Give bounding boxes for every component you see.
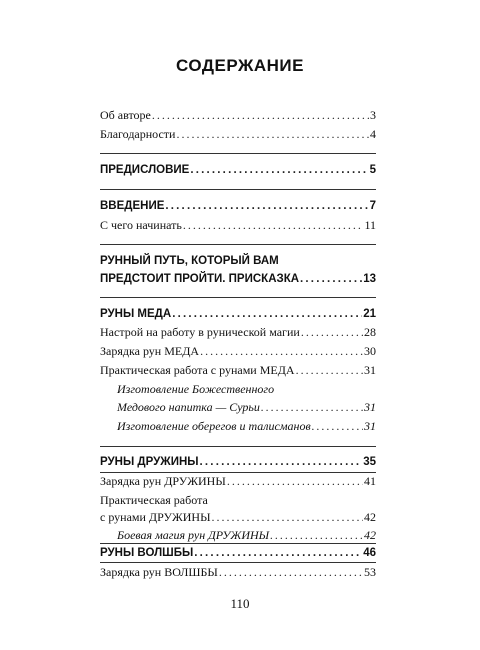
toc-entry[interactable] <box>100 108 376 123</box>
toc-leader-dots <box>227 474 363 489</box>
toc-entry[interactable] <box>100 510 376 525</box>
section-divider <box>100 244 376 245</box>
toc-leader-dots <box>270 528 363 543</box>
toc-leader-dots <box>176 127 369 142</box>
toc-entry-page: 46 <box>363 547 376 559</box>
toc-leader-dots <box>296 363 363 378</box>
page-title: СОДЕРЖАНИЕ <box>176 56 304 75</box>
toc-entry[interactable] <box>100 163 376 178</box>
toc-leader-dots <box>172 307 362 322</box>
toc-leader-dots <box>261 400 363 415</box>
toc-entry[interactable] <box>100 546 376 561</box>
toc-entry-page: 5 <box>369 164 376 176</box>
toc-entry-label: Практическая работа с рунами МЕДА <box>100 363 295 377</box>
toc-entry[interactable] <box>100 474 376 489</box>
toc-leader-dots <box>219 565 363 580</box>
section-divider <box>100 446 376 447</box>
toc-entry-label-line: Практическая работа <box>100 493 208 507</box>
toc-entry-label: Зарядка рун МЕДА <box>100 344 200 358</box>
section-divider <box>100 472 376 473</box>
toc-entry-page: 3 <box>370 108 376 122</box>
toc-entry-label: Благодарности <box>100 127 176 141</box>
toc-entry-page: 31 <box>364 419 376 433</box>
toc-entry-label-line: Изготовление Божественного <box>117 382 275 396</box>
toc-leader-dots <box>194 546 362 561</box>
toc-entry-label-line: РУННЫЙ ПУТЬ, КОТОРЫЙ ВАМ <box>100 255 279 267</box>
toc-entry[interactable] <box>100 127 376 142</box>
toc-entry-page: 53 <box>364 565 376 579</box>
toc-entry-page: 31 <box>364 363 376 377</box>
toc-entry[interactable] <box>100 199 376 214</box>
toc-leader-dots <box>200 344 363 359</box>
page-number: 110 <box>230 596 250 611</box>
toc-leader-dots <box>301 325 363 340</box>
section-divider <box>100 297 376 298</box>
section-divider <box>100 189 376 190</box>
toc-entry-label: Об авторе <box>100 108 151 122</box>
toc-entry-page: 42 <box>364 528 376 542</box>
toc-entry-label: Настрой на работу в рунической магии <box>100 325 300 339</box>
toc-entry-page: 11 <box>364 218 376 232</box>
toc-entry-label: ВВЕДЕНИЕ <box>100 200 165 212</box>
section-divider <box>100 153 376 154</box>
toc-entry-label: РУНЫ ВОЛШБЫ <box>100 547 194 559</box>
toc-entry-page: 41 <box>364 474 376 488</box>
toc-entry-label: Боевая магия рун ДРУЖИНЫ <box>117 528 270 542</box>
toc-entry-page: 35 <box>363 456 376 468</box>
toc-entry-page: 13 <box>363 273 376 285</box>
section-divider <box>100 543 376 544</box>
toc-leader-dots <box>165 199 368 214</box>
toc-entry[interactable] <box>100 565 376 580</box>
toc-entry[interactable] <box>100 344 376 359</box>
toc-leader-dots <box>212 510 363 525</box>
section-divider <box>100 562 376 563</box>
toc-leader-dots <box>312 419 363 434</box>
toc-entry[interactable] <box>100 363 376 378</box>
toc-entry-label: С чего начинать <box>100 218 182 232</box>
toc-entry[interactable] <box>117 528 376 543</box>
toc-entry-page: 30 <box>364 344 376 358</box>
toc-entry-label: Зарядка рун ДРУЖИНЫ <box>100 474 226 488</box>
toc-entry-label: ПРЕДИСЛОВИЕ <box>100 164 190 176</box>
toc-entry-page: 4 <box>370 127 376 141</box>
toc-entry-label: ПРЕДСТОИТ ПРОЙТИ. ПРИСКАЗКА <box>100 273 300 285</box>
toc-entry[interactable] <box>100 307 376 322</box>
toc-entry-label: РУНЫ ДРУЖИНЫ <box>100 456 199 468</box>
toc-leader-dots <box>200 455 363 470</box>
toc-entry-page: 21 <box>363 308 376 320</box>
toc-leader-dots <box>152 108 369 123</box>
toc-entry[interactable] <box>117 419 376 434</box>
toc-entry-page: 42 <box>364 510 376 524</box>
toc-entry-label: Медового напитка — Сурьи <box>117 400 260 414</box>
toc-entry-label: Изготовление оберегов и талисманов <box>117 419 311 433</box>
toc-entry-label: Зарядка рун ВОЛШБЫ <box>100 565 218 579</box>
toc-entry-label: с рунами ДРУЖИНЫ <box>100 510 211 524</box>
toc-entry-page: 7 <box>369 200 376 212</box>
toc-entry[interactable] <box>117 400 376 415</box>
toc-entry[interactable] <box>100 325 376 340</box>
toc-leader-dots <box>190 163 368 178</box>
toc-leader-dots <box>183 218 364 233</box>
toc-entry-page: 28 <box>364 325 376 339</box>
toc-entry[interactable] <box>100 455 376 470</box>
toc-entry[interactable] <box>100 272 376 287</box>
toc-leader-dots <box>300 272 362 287</box>
toc-entry[interactable] <box>100 218 376 233</box>
toc-entry-page: 31 <box>364 400 376 414</box>
toc-entry-label: РУНЫ МЕДА <box>100 308 172 320</box>
